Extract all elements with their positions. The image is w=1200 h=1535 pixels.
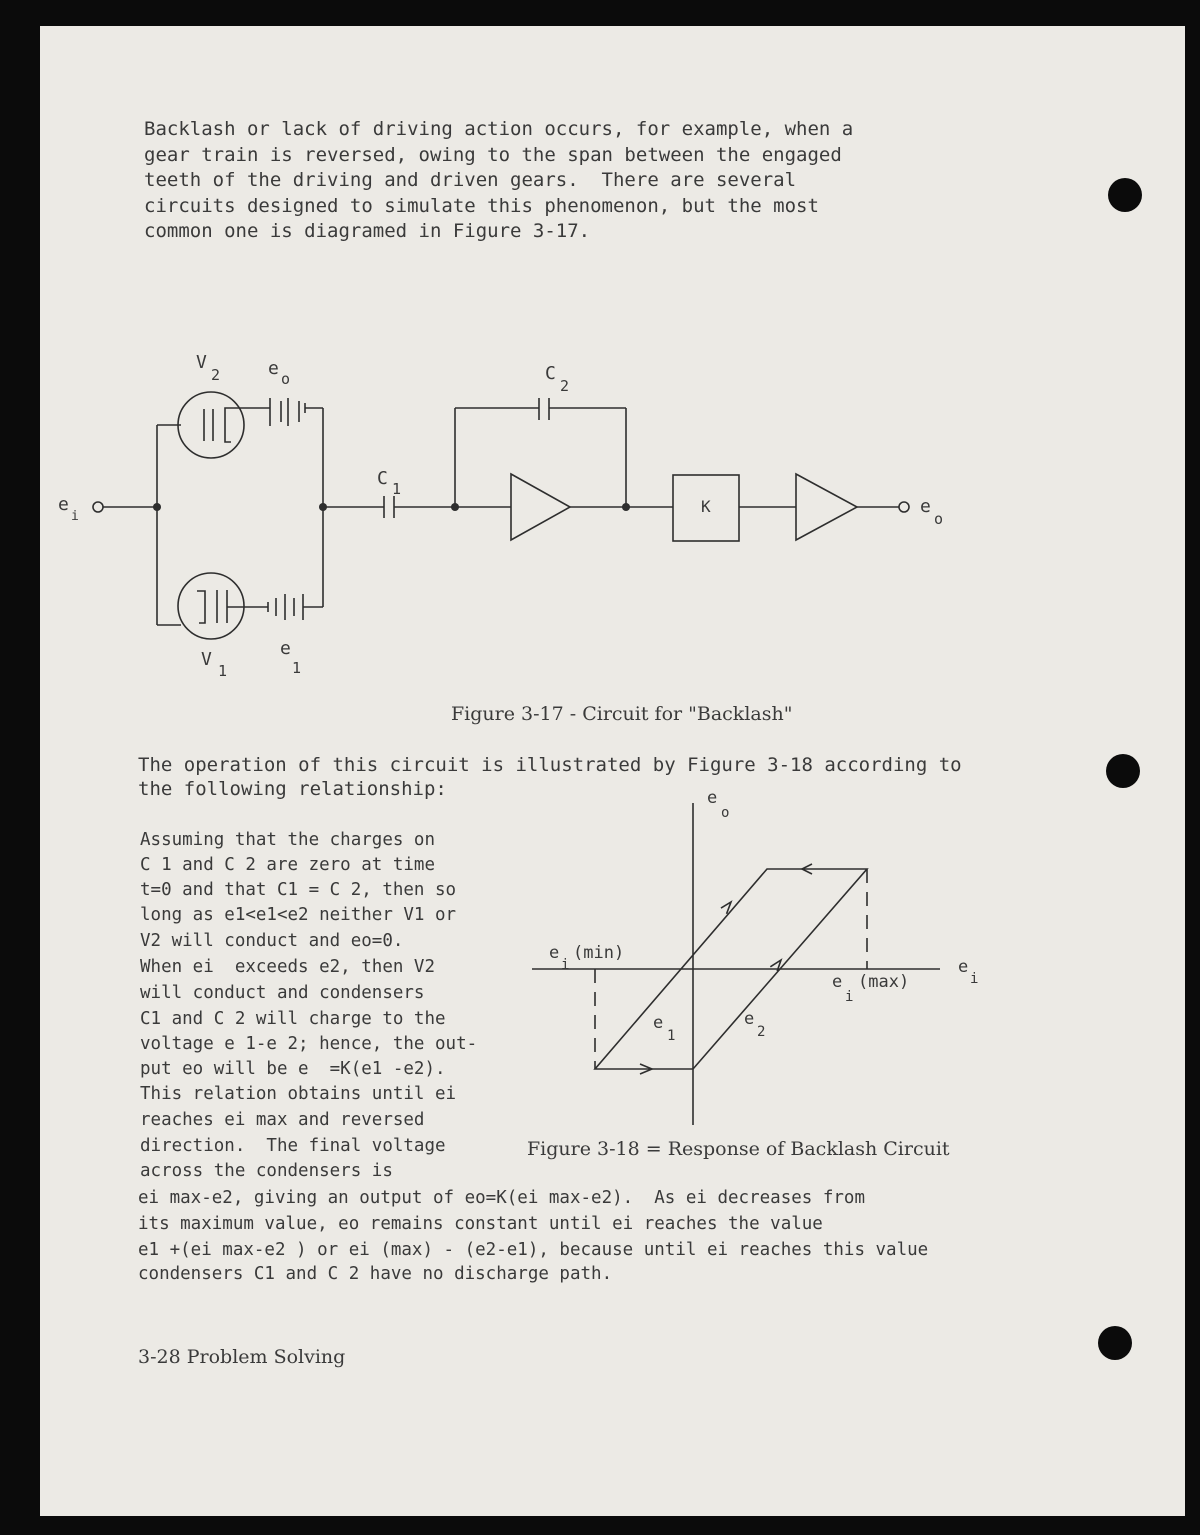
column-line: This relation obtains until ei: [140, 1084, 457, 1104]
min-label-tail: (min): [573, 943, 625, 963]
y-axis-sub: o: [721, 805, 730, 821]
intro-line: teeth of the driving and driven gears. There are several: [144, 169, 797, 191]
column-line: voltage e 1-e 2; hence, the out-: [140, 1034, 478, 1054]
page-footer: 3-28 Problem Solving: [138, 1346, 346, 1368]
column-line: across the condensers is: [140, 1161, 393, 1181]
y-axis-label: e: [707, 788, 718, 808]
binder-hole-bottom: [1098, 1326, 1132, 1360]
tail-line: its maximum value, eo remains constant until ei reaches the value: [138, 1214, 823, 1234]
intro-line: Backlash or lack of driving action occurs, for example, when a: [144, 118, 854, 140]
min-label: e: [549, 943, 560, 963]
c1-sub: 1: [392, 480, 402, 498]
tail-line: ei max-e2, giving an output of eo=K(ei max-e2). As ei decreases from: [138, 1188, 865, 1208]
e1-curve-sub: 1: [667, 1028, 676, 1044]
column-line: put eo will be e =K(e1 -e2).: [140, 1059, 446, 1079]
tail-line: e1 +(ei max-e2 ) or ei (max) - (e2-e1), because until ei reaches this value: [138, 1240, 929, 1260]
column-line: reaches ei max and reversed: [140, 1110, 425, 1130]
v2-sub: 2: [211, 366, 221, 384]
column-line: will conduct and condensers: [140, 983, 425, 1003]
column-line: V2 will conduct and eo=0.: [140, 931, 404, 951]
backlash-response-graph: [40, 26, 1185, 1166]
v1-label: V: [201, 649, 212, 670]
column-line: C 1 and C 2 are zero at time: [140, 855, 436, 875]
column-line: direction. The final voltage: [140, 1136, 446, 1156]
c1-label: C: [377, 468, 388, 489]
e2-curve-label: e: [744, 1009, 755, 1029]
input-ei-label: e: [58, 494, 69, 515]
max-label-sub: i: [845, 989, 854, 1005]
column-line: t=0 and that C1 = C 2, then so: [140, 880, 457, 900]
lead-line: the following relationship:: [138, 778, 447, 800]
e1-curve-label: e: [653, 1013, 664, 1033]
c2-label: C: [545, 363, 556, 384]
column-line: Assuming that the charges on: [140, 830, 436, 850]
x-axis-label: e: [958, 957, 969, 977]
column-line: When ei exceeds e2, then V2: [140, 957, 436, 977]
tail-line: condensers C1 and C 2 have no discharge path.: [138, 1264, 613, 1284]
v1-sub: 1: [218, 662, 228, 680]
output-eo-label: e: [920, 496, 931, 517]
figure-3-18-caption: Figure 3-18 = Response of Backlash Circuit: [527, 1138, 950, 1160]
column-line: long as e1<e1<e2 neither V1 or: [140, 905, 457, 925]
intro-line: circuits designed to simulate this phenomenon, but the most: [144, 195, 819, 217]
eo-top-label: e: [268, 358, 279, 379]
k-box-label: K: [701, 497, 711, 516]
max-label: e: [832, 972, 843, 992]
lead-line: The operation of this circuit is illustrated by Figure 3-18 according to: [138, 754, 962, 776]
output-eo-sub: o: [934, 510, 944, 528]
v2-label: V: [196, 352, 207, 373]
intro-line: gear train is reversed, owing to the span between the engaged: [144, 144, 842, 166]
x-axis-sub: i: [970, 971, 979, 987]
e2-curve-sub: 2: [757, 1024, 766, 1040]
eo-top-sub: o: [281, 370, 291, 388]
c2-sub: 2: [560, 377, 570, 395]
document-page: [40, 26, 1185, 1516]
column-line: C1 and C 2 will charge to the: [140, 1009, 446, 1029]
e1-sub: 1: [292, 659, 302, 677]
figure-3-17-caption: Figure 3-17 - Circuit for "Backlash": [451, 703, 793, 725]
max-label-tail: (max): [858, 972, 910, 992]
input-ei-sub: i: [71, 509, 79, 524]
e1-label: e: [280, 638, 291, 659]
min-label-sub: i: [561, 957, 570, 973]
intro-line: common one is diagramed in Figure 3-17.: [144, 220, 591, 242]
